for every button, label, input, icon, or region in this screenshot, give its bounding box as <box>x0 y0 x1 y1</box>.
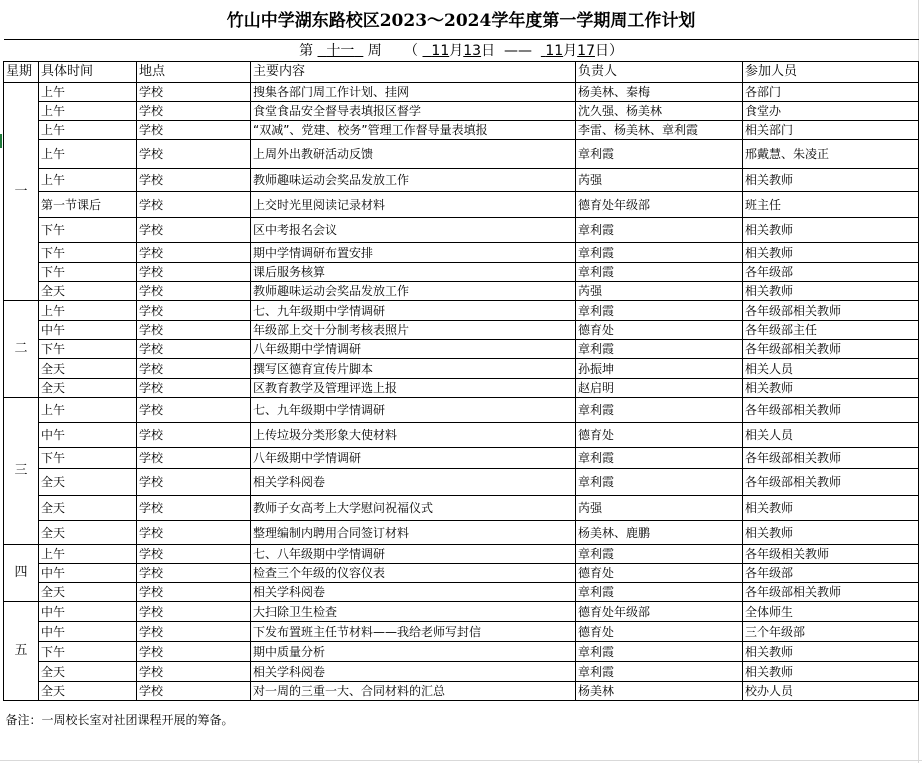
time-cell[interactable]: 全天 <box>39 662 137 682</box>
place-cell[interactable]: 学校 <box>137 642 251 662</box>
weekday-cell[interactable]: 四 <box>4 545 39 602</box>
owner-cell[interactable]: 章利霞 <box>576 662 743 682</box>
place-cell[interactable]: 学校 <box>137 622 251 642</box>
note-cell[interactable]: 备注：一周校长室对社团课程开展的筹备。 <box>4 701 919 740</box>
table-row <box>4 469 919 496</box>
place-cell[interactable]: 学校 <box>137 340 251 359</box>
content-cell[interactable]: 期中质量分析 <box>251 642 576 662</box>
place-cell[interactable]: 学校 <box>137 423 251 448</box>
table-row <box>4 169 919 192</box>
content-cell[interactable]: 相关学科阅卷 <box>251 662 576 682</box>
content-cell[interactable]: 搜集各部门周工作计划、挂网 <box>251 83 576 102</box>
content-cell[interactable]: 八年级期中学情调研 <box>251 340 576 359</box>
time-cell[interactable]: 上午 <box>39 121 137 140</box>
month-char: 月 <box>449 42 464 59</box>
content-cell[interactable]: 教师趣味运动会奖品发放工作 <box>251 282 576 301</box>
place-cell[interactable]: 学校 <box>137 301 251 321</box>
page-title[interactable]: 竹山中学湖东路校区2023～2024学年度第一学期周工作计划 <box>4 2 919 40</box>
table-row <box>4 602 919 622</box>
table-row <box>4 398 919 423</box>
header-content[interactable]: 主要内容 <box>251 62 576 83</box>
owner-cell[interactable]: 章利霞 <box>576 398 743 423</box>
participants-cell[interactable]: 相关教师 <box>743 243 919 263</box>
participants-cell[interactable]: 相关教师 <box>743 218 919 243</box>
time-cell[interactable]: 下午 <box>39 218 137 243</box>
owner-cell[interactable]: 赵启明 <box>576 379 743 398</box>
place-cell[interactable]: 学校 <box>137 564 251 583</box>
table-row <box>4 622 919 642</box>
weekday-cell[interactable]: 五 <box>4 602 39 701</box>
content-cell[interactable]: 上周外出教研活动反馈 <box>251 140 576 169</box>
start-month: 11 <box>431 42 450 59</box>
content-cell[interactable]: 七、八年级期中学情调研 <box>251 545 576 564</box>
week-range[interactable] <box>4 40 919 62</box>
owner-cell[interactable]: 章利霞 <box>576 263 743 282</box>
table-row <box>4 682 919 701</box>
time-cell[interactable]: 上午 <box>39 140 137 169</box>
content-cell[interactable]: 相关学科阅卷 <box>251 469 576 496</box>
content-cell[interactable]: 对一周的三重一大、合同材料的汇总 <box>251 682 576 701</box>
place-cell[interactable]: 学校 <box>137 602 251 622</box>
table-row <box>4 140 919 169</box>
participants-cell[interactable]: 各年级部相关教师 <box>743 583 919 602</box>
owner-cell[interactable]: 芮强 <box>576 282 743 301</box>
participants-cell[interactable]: 相关教师 <box>743 642 919 662</box>
table-row <box>4 545 919 564</box>
participants-cell[interactable]: 相关教师 <box>743 662 919 682</box>
month-char: 月 <box>563 42 578 59</box>
owner-cell[interactable]: 德育处年级部 <box>576 192 743 218</box>
place-cell[interactable]: 学校 <box>137 359 251 379</box>
owner-cell[interactable]: 章利霞 <box>576 642 743 662</box>
owner-cell[interactable]: 章利霞 <box>576 243 743 263</box>
place-cell[interactable]: 学校 <box>137 140 251 169</box>
spreadsheet <box>3 2 918 739</box>
date-dash: —— <box>503 42 532 59</box>
place-cell[interactable]: 学校 <box>137 218 251 243</box>
owner-cell[interactable]: 芮强 <box>576 169 743 192</box>
week-open: （ <box>404 42 419 59</box>
content-cell[interactable]: 整理编制内聘用合同签订材料 <box>251 521 576 545</box>
owner-cell[interactable]: 章利霞 <box>576 448 743 469</box>
table-row <box>4 321 919 340</box>
time-cell[interactable]: 中午 <box>39 602 137 622</box>
week-suffix: 周 <box>367 42 382 59</box>
place-cell[interactable]: 学校 <box>137 469 251 496</box>
time-cell[interactable]: 全天 <box>39 496 137 521</box>
table-row <box>4 301 919 321</box>
content-cell[interactable]: “双减”、党建、校务”管理工作督导量表填报 <box>251 121 576 140</box>
time-cell[interactable]: 上午 <box>39 545 137 564</box>
participants-cell[interactable]: 各年级部 <box>743 263 919 282</box>
owner-cell[interactable]: 杨美林、鹿鹏 <box>576 521 743 545</box>
time-cell[interactable]: 上午 <box>39 83 137 102</box>
table-row <box>4 496 919 521</box>
owner-cell[interactable]: 德育处年级部 <box>576 602 743 622</box>
weekday-cell[interactable]: 一 <box>4 83 39 301</box>
participants-cell[interactable]: 各年级相关教师 <box>743 545 919 564</box>
participants-cell[interactable]: 相关教师 <box>743 521 919 545</box>
participants-cell[interactable]: 各年级部相关教师 <box>743 448 919 469</box>
owner-cell[interactable]: 章利霞 <box>576 469 743 496</box>
place-cell[interactable]: 学校 <box>137 521 251 545</box>
content-cell[interactable]: 七、九年级期中学情调研 <box>251 398 576 423</box>
participants-cell[interactable]: 相关人员 <box>743 423 919 448</box>
table-row <box>4 423 919 448</box>
content-cell[interactable]: 七、九年级期中学情调研 <box>251 301 576 321</box>
owner-cell[interactable]: 德育处 <box>576 622 743 642</box>
place-cell[interactable]: 学校 <box>137 682 251 701</box>
header-place[interactable]: 地点 <box>137 62 251 83</box>
weekday-cell[interactable]: 三 <box>4 398 39 545</box>
content-cell[interactable]: 检查三个年级的仪容仪表 <box>251 564 576 583</box>
owner-cell[interactable]: 章利霞 <box>576 140 743 169</box>
participants-cell[interactable]: 相关部门 <box>743 121 919 140</box>
header-owner[interactable]: 负责人 <box>576 62 743 83</box>
participants-cell[interactable]: 各年级部相关教师 <box>743 398 919 423</box>
time-cell[interactable]: 全天 <box>39 682 137 701</box>
place-cell[interactable]: 学校 <box>137 379 251 398</box>
owner-cell[interactable]: 芮强 <box>576 496 743 521</box>
end-day: 17 <box>577 42 595 59</box>
participants-cell[interactable]: 相关教师 <box>743 496 919 521</box>
content-cell[interactable]: 年级部上交十分制考核表照片 <box>251 321 576 340</box>
content-cell[interactable]: 大扫除卫生检查 <box>251 602 576 622</box>
table-row <box>4 218 919 243</box>
content-cell[interactable]: 食堂食品安全督导表填报区督学 <box>251 102 576 121</box>
place-cell[interactable]: 学校 <box>137 282 251 301</box>
work-plan-table <box>3 2 919 739</box>
time-cell[interactable]: 全天 <box>39 521 137 545</box>
participants-cell[interactable]: 相关教师 <box>743 282 919 301</box>
place-cell[interactable]: 学校 <box>137 496 251 521</box>
time-cell[interactable]: 下午 <box>39 448 137 469</box>
header-weekday[interactable]: 星期 <box>4 62 39 83</box>
time-cell[interactable]: 中午 <box>39 564 137 583</box>
time-cell[interactable]: 下午 <box>39 243 137 263</box>
time-cell[interactable]: 全天 <box>39 469 137 496</box>
content-cell[interactable]: 区中考报名会议 <box>251 218 576 243</box>
content-cell[interactable]: 教师子女高考上大学慰问祝福仪式 <box>251 496 576 521</box>
owner-cell[interactable]: 孙振坤 <box>576 359 743 379</box>
owner-cell[interactable]: 章利霞 <box>576 545 743 564</box>
place-cell[interactable]: 学校 <box>137 583 251 602</box>
owner-cell[interactable]: 德育处 <box>576 423 743 448</box>
owner-cell[interactable]: 德育处 <box>576 564 743 583</box>
content-cell[interactable]: 上传垃圾分类形象大使材料 <box>251 423 576 448</box>
content-cell[interactable]: 区教育教学及管理评选上报 <box>251 379 576 398</box>
table-row <box>4 83 919 102</box>
content-cell[interactable]: 八年级期中学情调研 <box>251 448 576 469</box>
time-cell[interactable]: 中午 <box>39 423 137 448</box>
table-row <box>4 564 919 583</box>
time-cell[interactable]: 下午 <box>39 642 137 662</box>
start-day: 13 <box>463 42 482 59</box>
time-cell[interactable]: 下午 <box>39 340 137 359</box>
place-cell[interactable]: 学校 <box>137 321 251 340</box>
header-time[interactable]: 具体时间 <box>39 62 137 83</box>
content-cell[interactable]: 期中学情调研布置安排 <box>251 243 576 263</box>
time-cell[interactable]: 上午 <box>39 169 137 192</box>
owner-cell[interactable]: 杨美林、秦梅 <box>576 83 743 102</box>
table-row <box>4 340 919 359</box>
participants-cell[interactable]: 各年级部相关教师 <box>743 301 919 321</box>
header-participants[interactable]: 参加人员 <box>743 62 919 83</box>
table-row <box>4 192 919 218</box>
owner-cell[interactable]: 章利霞 <box>576 301 743 321</box>
table-row <box>4 121 919 140</box>
participants-cell[interactable]: 相关人员 <box>743 359 919 379</box>
time-cell[interactable]: 第一节课后 <box>39 192 137 218</box>
place-cell[interactable]: 学校 <box>137 448 251 469</box>
place-cell[interactable]: 学校 <box>137 83 251 102</box>
content-cell[interactable]: 下发布置班主任节材料——我给老师写封信 <box>251 622 576 642</box>
content-cell[interactable]: 上交时光里阅读记录材料 <box>251 192 576 218</box>
time-cell[interactable]: 中午 <box>39 622 137 642</box>
participants-cell[interactable]: 各年级部相关教师 <box>743 469 919 496</box>
participants-cell[interactable]: 各年级部 <box>743 564 919 583</box>
place-cell[interactable]: 学校 <box>137 121 251 140</box>
table-row <box>4 102 919 121</box>
time-cell[interactable]: 中午 <box>39 321 137 340</box>
owner-cell[interactable]: 章利霞 <box>576 583 743 602</box>
content-cell[interactable]: 相关学科阅卷 <box>251 583 576 602</box>
owner-cell[interactable]: 章利霞 <box>576 340 743 359</box>
participants-cell[interactable]: 校办人员 <box>743 682 919 701</box>
place-cell[interactable]: 学校 <box>137 102 251 121</box>
table-row <box>4 662 919 682</box>
owner-cell[interactable]: 沈久强、杨美林 <box>576 102 743 121</box>
note-row <box>4 701 919 740</box>
time-cell[interactable]: 上午 <box>39 398 137 423</box>
time-cell[interactable]: 全天 <box>39 282 137 301</box>
day-char: 日） <box>594 42 623 59</box>
participants-cell[interactable]: 相关教师 <box>743 379 919 398</box>
participants-cell[interactable]: 食堂办 <box>743 102 919 121</box>
table-row <box>4 282 919 301</box>
content-cell[interactable]: 撰写区德育宣传片脚本 <box>251 359 576 379</box>
table-row <box>4 359 919 379</box>
time-cell[interactable]: 全天 <box>39 359 137 379</box>
participants-cell[interactable]: 相关教师 <box>743 169 919 192</box>
time-cell[interactable]: 上午 <box>39 102 137 121</box>
time-cell[interactable]: 全天 <box>39 379 137 398</box>
table-row <box>4 448 919 469</box>
place-cell[interactable]: 学校 <box>137 192 251 218</box>
participants-cell[interactable]: 各年级部主任 <box>743 321 919 340</box>
day-char: 日 <box>481 42 496 59</box>
place-cell[interactable]: 学校 <box>137 243 251 263</box>
participants-cell[interactable]: 各年级部相关教师 <box>743 340 919 359</box>
place-cell[interactable]: 学校 <box>137 662 251 682</box>
cell-cursor-marker <box>0 134 2 148</box>
table-row <box>4 263 919 282</box>
participants-cell[interactable]: 三个年级部 <box>743 622 919 642</box>
week-number: 十一 <box>326 42 355 59</box>
place-cell[interactable]: 学校 <box>137 263 251 282</box>
end-month: 11 <box>545 42 564 59</box>
content-cell[interactable]: 教师趣味运动会奖品发放工作 <box>251 169 576 192</box>
table-row <box>4 379 919 398</box>
table-row <box>4 243 919 263</box>
table-row <box>4 642 919 662</box>
participants-cell[interactable]: 邢戴慧、朱凌正 <box>743 140 919 169</box>
participants-cell[interactable]: 班主任 <box>743 192 919 218</box>
header-row <box>4 62 919 83</box>
time-cell[interactable]: 上午 <box>39 301 137 321</box>
sheet-gridline <box>0 760 922 761</box>
place-cell[interactable]: 学校 <box>137 169 251 192</box>
place-cell[interactable]: 学校 <box>137 398 251 423</box>
table-row <box>4 521 919 545</box>
owner-cell[interactable]: 德育处 <box>576 321 743 340</box>
owner-cell[interactable]: 章利霞 <box>576 218 743 243</box>
week-prefix: 第 <box>299 42 314 59</box>
time-cell[interactable]: 全天 <box>39 583 137 602</box>
participants-cell[interactable]: 各部门 <box>743 83 919 102</box>
place-cell[interactable]: 学校 <box>137 545 251 564</box>
owner-cell[interactable]: 李雷、杨美林、章利霞 <box>576 121 743 140</box>
weekday-cell[interactable]: 二 <box>4 301 39 398</box>
owner-cell[interactable]: 杨美林 <box>576 682 743 701</box>
table-row <box>4 583 919 602</box>
participants-cell[interactable]: 全体师生 <box>743 602 919 622</box>
content-cell[interactable]: 课后服务核算 <box>251 263 576 282</box>
time-cell[interactable]: 下午 <box>39 263 137 282</box>
